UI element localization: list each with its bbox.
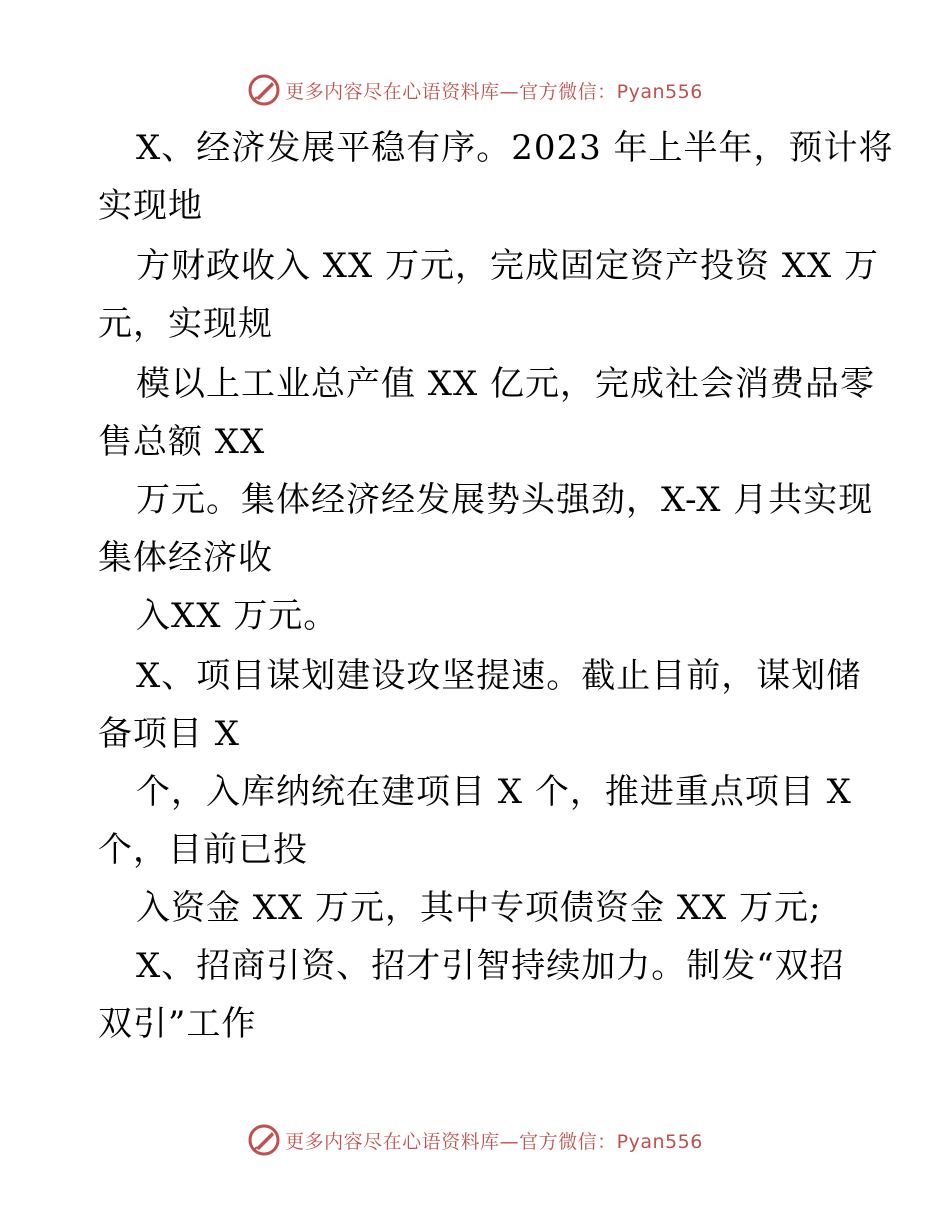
header-watermark-banner xyxy=(0,70,950,110)
body-line: X、经济发展平稳有序。2023 年上半年，预计将 xyxy=(136,128,894,168)
body-line: 入XX 万元。 xyxy=(136,596,339,636)
body-line: 双引”工作 xyxy=(98,1004,257,1044)
body-line: X、项目谋划建设攻坚提速。截止目前，谋划储 xyxy=(136,656,862,696)
body-line: 入资金 XX 万元，其中专项债资金 XX 万元; xyxy=(136,888,822,928)
quill-pen-logo-icon xyxy=(247,73,281,107)
body-line: 万元。集体经济经发展势头强劲，X-X 月共实现 xyxy=(136,480,874,520)
body-line: X、招商引资、招才引智持续加力。制发“双招 xyxy=(136,946,845,986)
body-line: 方财政收入 XX 万元，完成固定资产投资 XX 万 xyxy=(136,246,880,286)
body-line: 备项目 X xyxy=(98,714,241,754)
body-line: 集体经济收 xyxy=(98,538,273,578)
footer-banner-text: 更多内容尽在心语资料库—官方微信：Pyan556 xyxy=(285,1130,703,1153)
quill-pen-logo-icon xyxy=(247,1123,281,1157)
body-line: 模以上工业总产值 XX 亿元，完成社会消费品零 xyxy=(136,364,876,404)
body-line: 实现地 xyxy=(98,186,203,226)
body-line: 个，入库纳统在建项目 X 个，推进重点项目 X xyxy=(136,772,852,812)
body-line: 售总额 XX xyxy=(98,422,266,462)
body-line: 个，目前已投 xyxy=(98,830,308,870)
header-banner-text: 更多内容尽在心语资料库—官方微信：Pyan556 xyxy=(285,80,703,103)
footer-watermark-banner xyxy=(0,1120,950,1160)
body-line: 元，实现规 xyxy=(98,304,273,344)
